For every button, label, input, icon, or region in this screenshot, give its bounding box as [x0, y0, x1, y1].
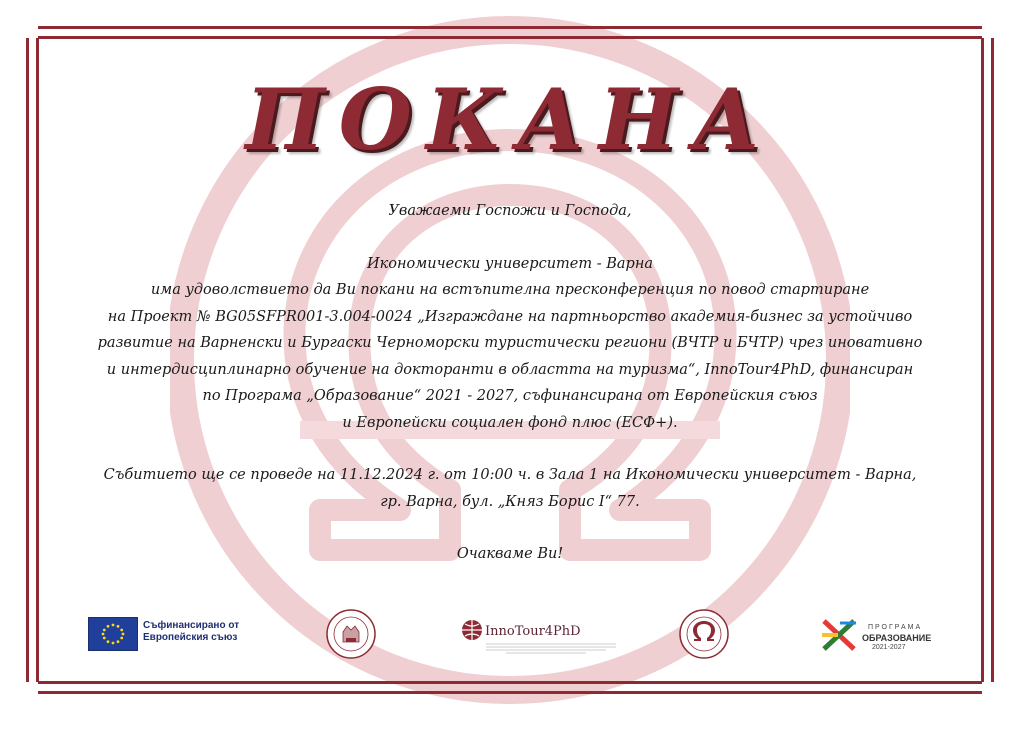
body-line: и Европейски социален фонд плюс (ЕСФ+). [342, 414, 678, 431]
eu-flag-icon [88, 617, 138, 651]
greeting: Уважаеми Госпожи и Господа, [388, 203, 632, 219]
programme-name: ОБРАЗОВАНИЕ [862, 633, 932, 643]
corner-notch [26, 682, 38, 694]
innotour-logo-text: InnoTour4PhD [485, 624, 581, 639]
body-line: и интердисциплинарно обучение на докторанти в областта на туризма“, InnoTour4PhD, финансиран [106, 361, 914, 378]
programme-years: 2021-2027 [872, 644, 906, 651]
corner-notch [982, 682, 994, 694]
omega-seal-icon [678, 608, 730, 660]
closing: Очакваме Ви! [456, 546, 564, 562]
body-line: развитие на Варненски и Бургаски Черноморски туристически региони (ВЧТР и БЧТР) чрез иновативно [97, 335, 923, 351]
innotour-fine-print [486, 642, 616, 654]
corner-notch [982, 26, 994, 38]
programme-label: ПРОГРАМА [868, 624, 923, 631]
invitation-title: ПОКАНА [245, 70, 775, 169]
body-line: по Програма „Образование“ 2021 - 2027, съфинансирана от Европейския съюз [202, 388, 818, 404]
innotour-globe-icon [460, 618, 484, 642]
event-address: гр. Варна, бул. „Княз Борис I“ 77. [380, 493, 640, 510]
eu-cofunded-label: Съфинансирано от Европейския съюз [143, 620, 240, 643]
invitation-body [90, 198, 930, 568]
event-details: Събитието ще се проведе на 11.12.2024 г. от 10:00 ч. в Зала 1 на Икономически университет - Варна, [103, 467, 917, 483]
body-line: на Проект № BG05SFPR001-3.004-0024 „Изграждане на партньорство академия-бизнес за устойчиво [107, 308, 913, 325]
organizer: Икономически университет - Варна [366, 255, 654, 272]
programme-education-icon [818, 615, 860, 655]
corner-notch [26, 26, 38, 38]
body-line: има удоволствието да Ви покани на встъпителна пресконференция по повод стартиране [150, 282, 870, 298]
university-seal-icon [325, 608, 377, 660]
